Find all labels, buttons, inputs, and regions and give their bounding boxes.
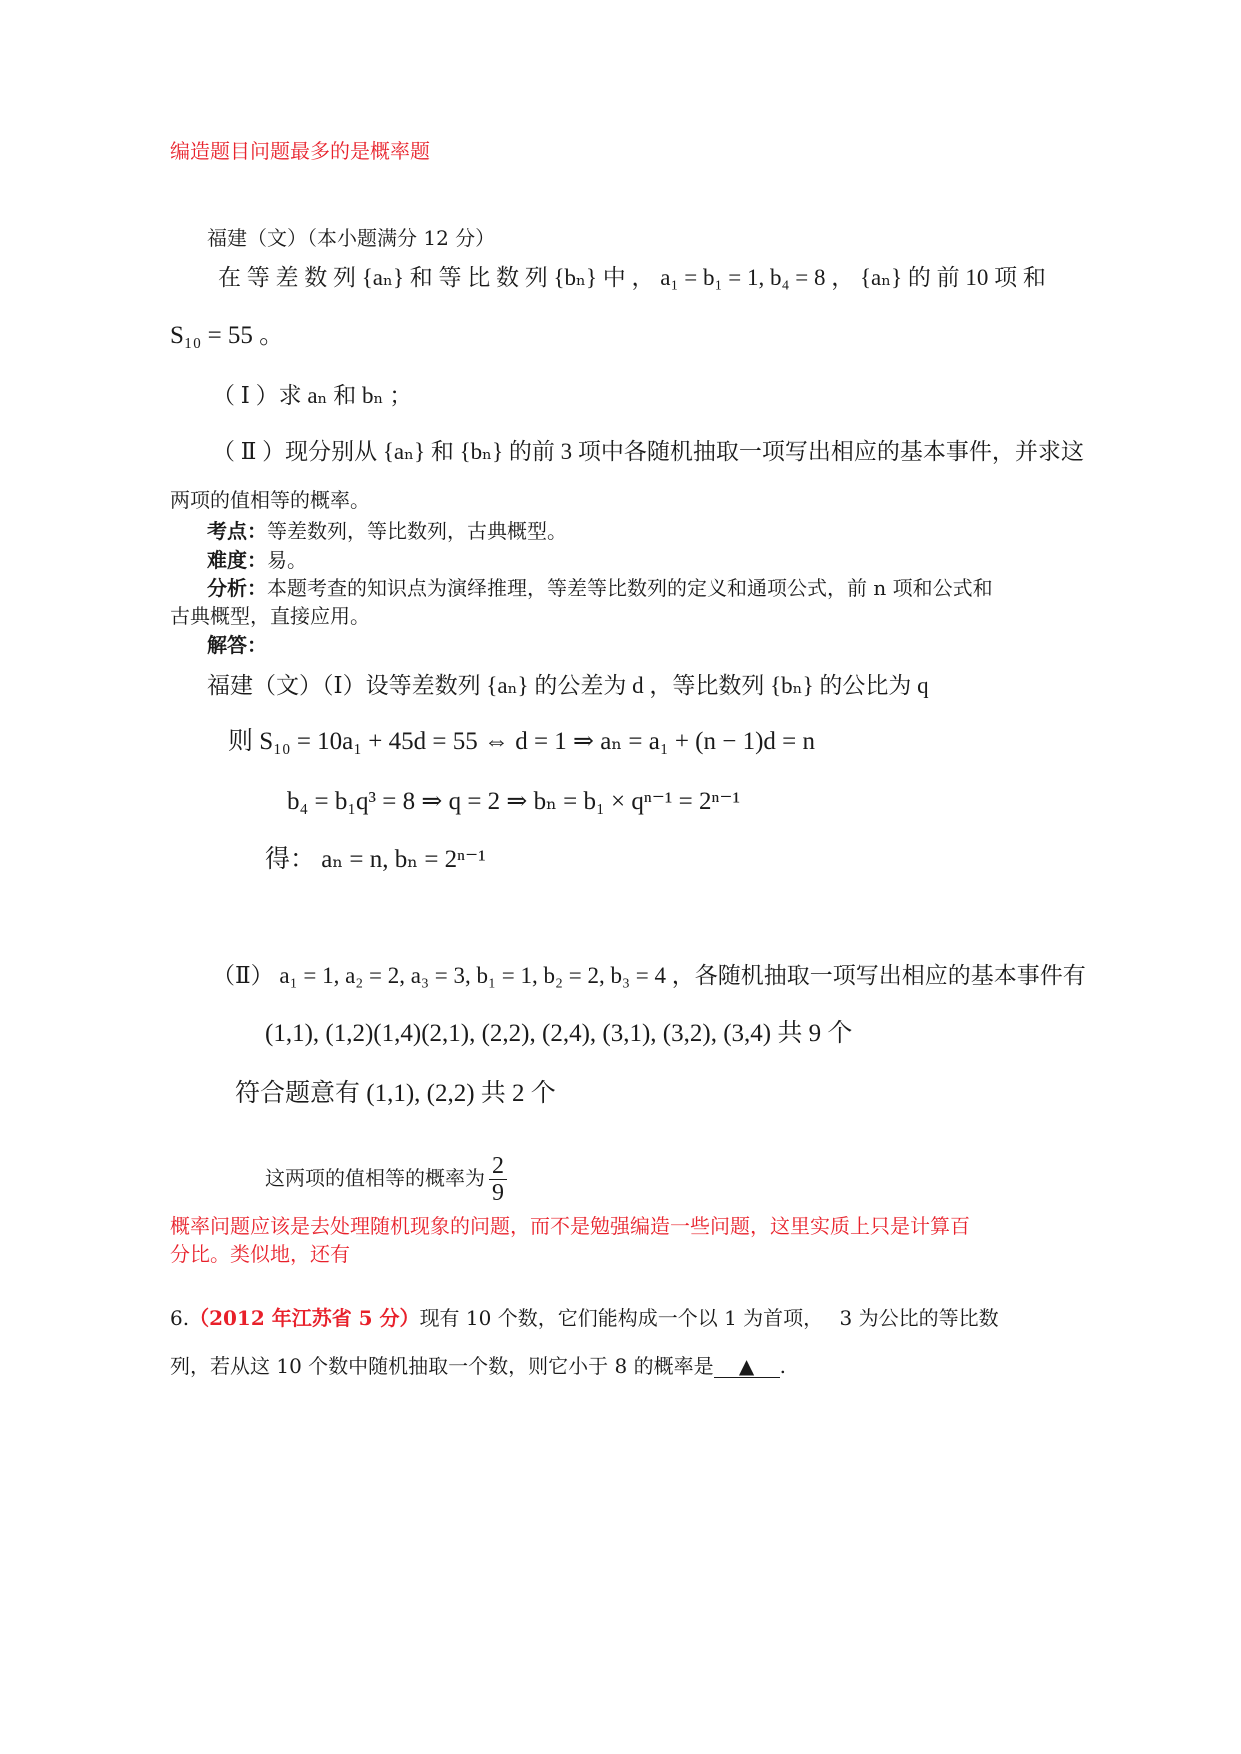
probability-text: 这两项的值相等的概率为 xyxy=(265,1166,485,1190)
problem-part2-line2: 两项的值相等的概率。 xyxy=(170,488,370,512)
problem-part2-line1: （ Ⅱ ）现分别从 {aₙ} 和 {bₙ} 的前 3 项中各随机抽取一项写出相应的基本事件，并求这 xyxy=(212,439,1084,464)
question-source: （2012 年江苏省 5 分） xyxy=(189,1306,420,1330)
kaodian-label: 考点： xyxy=(207,519,267,543)
solution-probability xyxy=(265,1148,507,1208)
fraction-numerator: 2 xyxy=(492,1153,504,1179)
fenxi-label: 分析： xyxy=(207,576,267,600)
problem-part1: （ Ⅰ ）求 aₙ 和 bₙ ； xyxy=(212,383,413,408)
nandu-label: 难度： xyxy=(207,548,267,572)
problem-stem-line1: 在 等 差 数 列 {aₙ} 和 等 比 数 列 {bₙ} 中 ， a₁ = b₁ = 1, b₄ = 8 ， {aₙ} 的 前 10 项 和 xyxy=(218,265,1046,290)
problem-stem-line2: S₁₀ = 55 。 xyxy=(170,322,285,349)
fenxi xyxy=(207,574,993,602)
comment-line2: 分比。类似地，还有 xyxy=(170,1242,350,1266)
question-6-line1 xyxy=(170,1304,999,1332)
question-text-line1: 现有 10 个数，它们能构成一个以 1 为首项， 3 为公比的等比数 xyxy=(419,1306,999,1330)
question-6-line2 xyxy=(170,1352,786,1380)
fraction xyxy=(489,1153,507,1206)
answer-blank: ▲ xyxy=(714,1355,780,1378)
page-title: 编造题目问题最多的是概率题 xyxy=(170,139,430,163)
nandu-text: 易。 xyxy=(267,548,307,572)
solution-matching: 符合题意有 (1,1), (2,2) 共 2 个 xyxy=(235,1080,556,1107)
solution-step3: b₄ = b₁q³ = 8 ⇒ q = 2 ⇒ bₙ = b₁ × qⁿ⁻¹ = 2ⁿ⁻¹ xyxy=(287,788,741,815)
comment-line1: 概率问题应该是去处理随机现象的问题，而不是勉强编造一些问题，这里实质上只是计算百 xyxy=(170,1214,970,1238)
nandu xyxy=(207,546,307,574)
problem-source: 福建（文）（本小题满分 12 分） xyxy=(207,226,496,250)
solution-step4: 得： aₙ = n, bₙ = 2ⁿ⁻¹ xyxy=(265,846,486,873)
question-number: 6. xyxy=(170,1306,190,1330)
fraction-denominator: 9 xyxy=(492,1180,504,1206)
solution-part2: （Ⅱ） a₁ = 1, a₂ = 2, a₃ = 3, b₁ = 1, b₂ = 2, b₃ = 4 ，各随机抽取一项写出相应的基本事件有 xyxy=(212,963,1086,988)
question-end: . xyxy=(779,1354,786,1378)
question-text-line2: 列，若从这 10 个数中随机抽取一个数，则它小于 8 的概率是 xyxy=(170,1354,714,1378)
fenxi-line2: 古典概型，直接应用。 xyxy=(170,604,370,628)
solution-step1: 福建（文）（Ⅰ）设等差数列 {aₙ} 的公差为 d ，等比数列 {bₙ} 的公比为 q xyxy=(207,673,929,698)
solution-events: (1,1), (1,2)(1,4)(2,1), (2,2), (2,4), (3,1), (3,2), (3,4) 共 9 个 xyxy=(265,1020,853,1047)
kaodian-text: 等差数列，等比数列，古典概型。 xyxy=(267,519,567,543)
jieda-label: 解答： xyxy=(207,633,267,657)
fenxi-text: 本题考查的知识点为演绎推理，等差等比数列的定义和通项公式，前 n 项和公式和 xyxy=(267,576,993,600)
kaodian xyxy=(207,517,567,545)
solution-step2: 则 S₁₀ = 10a₁ + 45d = 55 ⇔ d = 1 ⇒ aₙ = a₁ + (n − 1)d = n xyxy=(228,728,816,755)
